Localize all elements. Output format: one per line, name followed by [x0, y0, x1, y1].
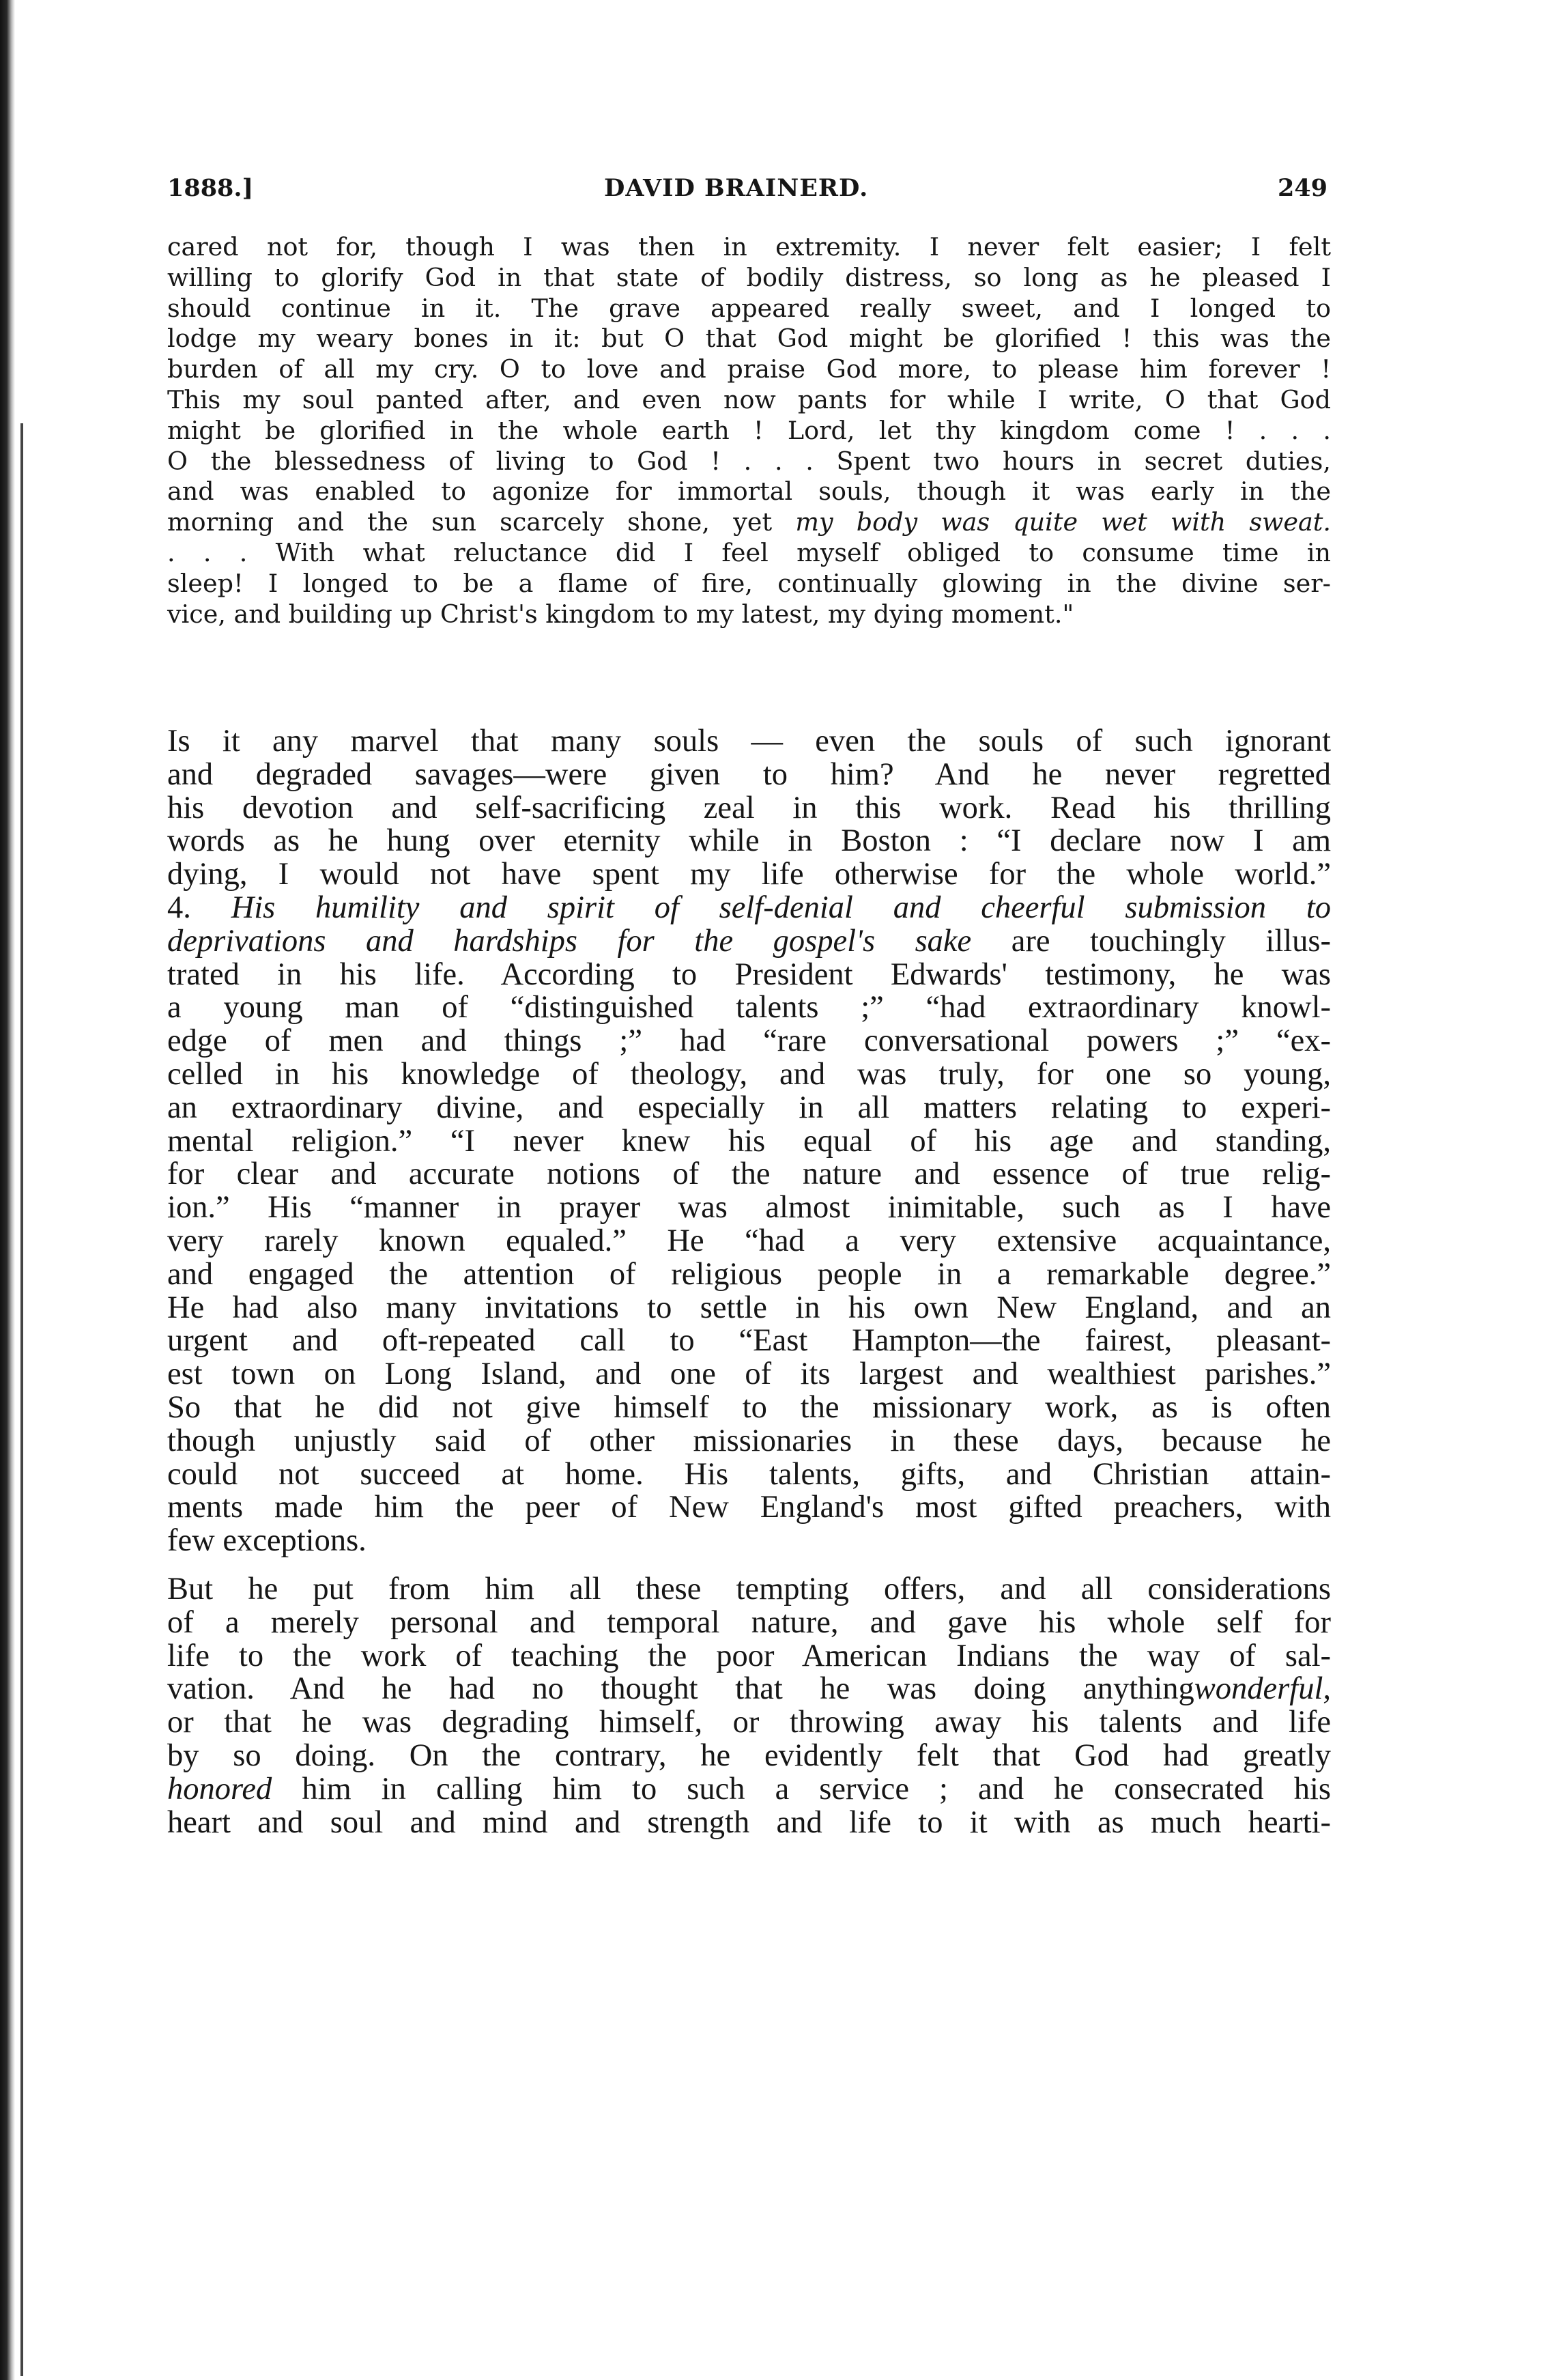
block-quote: [167, 232, 1331, 629]
paragraph-line: few exceptions.: [167, 1523, 367, 1559]
header-running-title: DAVID BRAINERD.: [604, 174, 869, 202]
quote-line: vice, and building up Christ's kingdom to my latest, my dying moment.": [167, 599, 1074, 629]
section-number: 4.: [167, 890, 191, 925]
paragraph-line: Is it any marvel that many souls — even the souls of such ignorant: [167, 724, 1331, 759]
quote-line: should continue in it. The grave appeared really sweet, and I longed to: [167, 293, 1331, 323]
quote-line-text: morning and the sun scarcely shone, yet: [167, 507, 796, 537]
paragraph-line: est town on Long Island, and one of its largest and wealthiest parishes.”: [167, 1357, 1331, 1392]
paragraph-line: [167, 1773, 1331, 1807]
page-number: 249: [1277, 174, 1327, 202]
paragraph-line: dying, I would not have spent my life otherwise for the whole world.”: [167, 857, 1331, 892]
header-year: 1888.]: [167, 174, 254, 202]
paragraph-line: for clear and accurate notions of the nature and essence of true relig-: [167, 1157, 1331, 1192]
paragraph-line: by so doing. On the contrary, he evidently felt that God had greatly: [167, 1738, 1331, 1773]
paragraph-line: He had also many invitations to settle in his own New England, and an: [167, 1290, 1331, 1325]
paragraph-line: urgent and oft-repeated call to “East Hampton—the fairest, pleasant-: [167, 1323, 1331, 1359]
paragraph-line: an extraordinary divine, and especially in all matters relating to experi-: [167, 1090, 1331, 1125]
paragraph-line: But he put from him all these tempting offers, and all considerations: [167, 1571, 1331, 1606]
paragraph-line: trated in his life. According to President Edwards' testimony, he was: [167, 957, 1331, 992]
quote-emphasis: my body was quite wet with sweat.: [795, 507, 1331, 537]
paragraph-line: or that he was degrading himself, or throwing away his talents and life: [167, 1705, 1331, 1740]
paragraph-gap: [167, 1558, 1331, 1573]
paragraph-line: and degraded savages—were given to him? And he never regretted: [167, 756, 1331, 792]
paragraph-line: mental religion.” “I never knew his equal of his age and standing,: [167, 1123, 1331, 1159]
paragraph-line: [167, 892, 1331, 925]
running-header: [167, 174, 1327, 215]
quote-line: O the blessedness of living to God ! . . . Spent two hours in secret duties,: [167, 446, 1331, 476]
quote-line: lodge my weary bones in it: but O that God might be glorified ! this was the: [167, 324, 1331, 354]
quote-line: burden of all my cry. O to love and praise God more, to please him forever !: [167, 354, 1331, 384]
paragraph-line: [167, 925, 1331, 959]
paragraph-line: ion.” His “manner in prayer was almost inimitable, such as I have: [167, 1190, 1331, 1226]
paragraph-line: though unjustly said of other missionaries in these days, because he: [167, 1423, 1331, 1458]
paragraph-line: could not succeed at home. His talents, gifts, and Christian attain-: [167, 1456, 1331, 1492]
section-heading: His humility and spirit of self-denial and cheerful submission to: [231, 890, 1332, 925]
paragraph-line: of a merely personal and temporal nature, and gave his whole self for: [167, 1604, 1331, 1640]
quote-line: might be glorified in the whole earth ! Lord, let thy kingdom come ! . . .: [167, 415, 1331, 445]
gutter-line: [20, 423, 23, 2376]
book-spine-shadow: [0, 0, 15, 2380]
paragraph-line: life to the work of teaching the poor American Indians the way of sal-: [167, 1638, 1331, 1673]
paragraph-line: ments made him the peer of New England's most gifted preachers, with: [167, 1490, 1331, 1525]
paragraph-line: words as he hung over eternity while in Boston : “I declare now I am: [167, 823, 1331, 859]
quote-line: cared not for, though I was then in extremity. I never felt easier; I felt: [167, 232, 1331, 261]
main-text: [167, 725, 1331, 1839]
paragraph-line: very rarely known equaled.” He “had a very extensive acquaintance,: [167, 1223, 1331, 1258]
paragraph-text: are touchingly illus-: [971, 923, 1331, 959]
paragraph-offers: [167, 1573, 1331, 1839]
paragraph-line: a young man of “distinguished talents ;” “had extraordinary knowl-: [167, 990, 1331, 1025]
quote-line: This my soul panted after, and even now pants for while I write, O that God: [167, 384, 1331, 414]
paragraph-marvel: [167, 725, 1331, 892]
quote-line: and was enabled to agonize for immortal souls, though it was early in the: [167, 477, 1331, 507]
paragraph-line: celled in his knowledge of theology, and was truly, for one so young,: [167, 1056, 1331, 1092]
paragraph-text: vation. And he had no thought that he was doing anything: [167, 1671, 1194, 1707]
paragraph-line: heart and soul and mind and strength and life to it with as much hearti-: [167, 1804, 1331, 1840]
emphasis-wonderful: wonderful,: [1194, 1671, 1331, 1707]
paragraph-line: [167, 1673, 1331, 1706]
paragraph-line: So that he did not give himself to the missionary work, as is often: [167, 1389, 1331, 1425]
quote-line: [167, 507, 1331, 538]
paragraph-text: him in calling him to such a service ; and he consecrated his: [272, 1771, 1331, 1807]
paragraph-line: his devotion and self-sacrificing zeal in this work. Read his thrilling: [167, 790, 1331, 825]
section-heading: deprivations and hardships for the gospel's sake: [167, 923, 972, 959]
paragraph-humility: [167, 892, 1331, 1558]
paragraph-line: edge of men and things ;” had “rare conversational powers ;” “ex-: [167, 1023, 1331, 1059]
paragraph-line: and engaged the attention of religious people in a remarkable degree.”: [167, 1256, 1331, 1292]
quote-line: . . . With what reluctance did I feel myself obliged to consume time in: [167, 537, 1331, 567]
quote-line: sleep! I longed to be a flame of fire, continually glowing in the divine ser-: [167, 568, 1331, 598]
quote-line: willing to glorify God in that state of bodily distress, so long as he pleased I: [167, 262, 1331, 292]
emphasis-honored: honored: [167, 1771, 272, 1807]
